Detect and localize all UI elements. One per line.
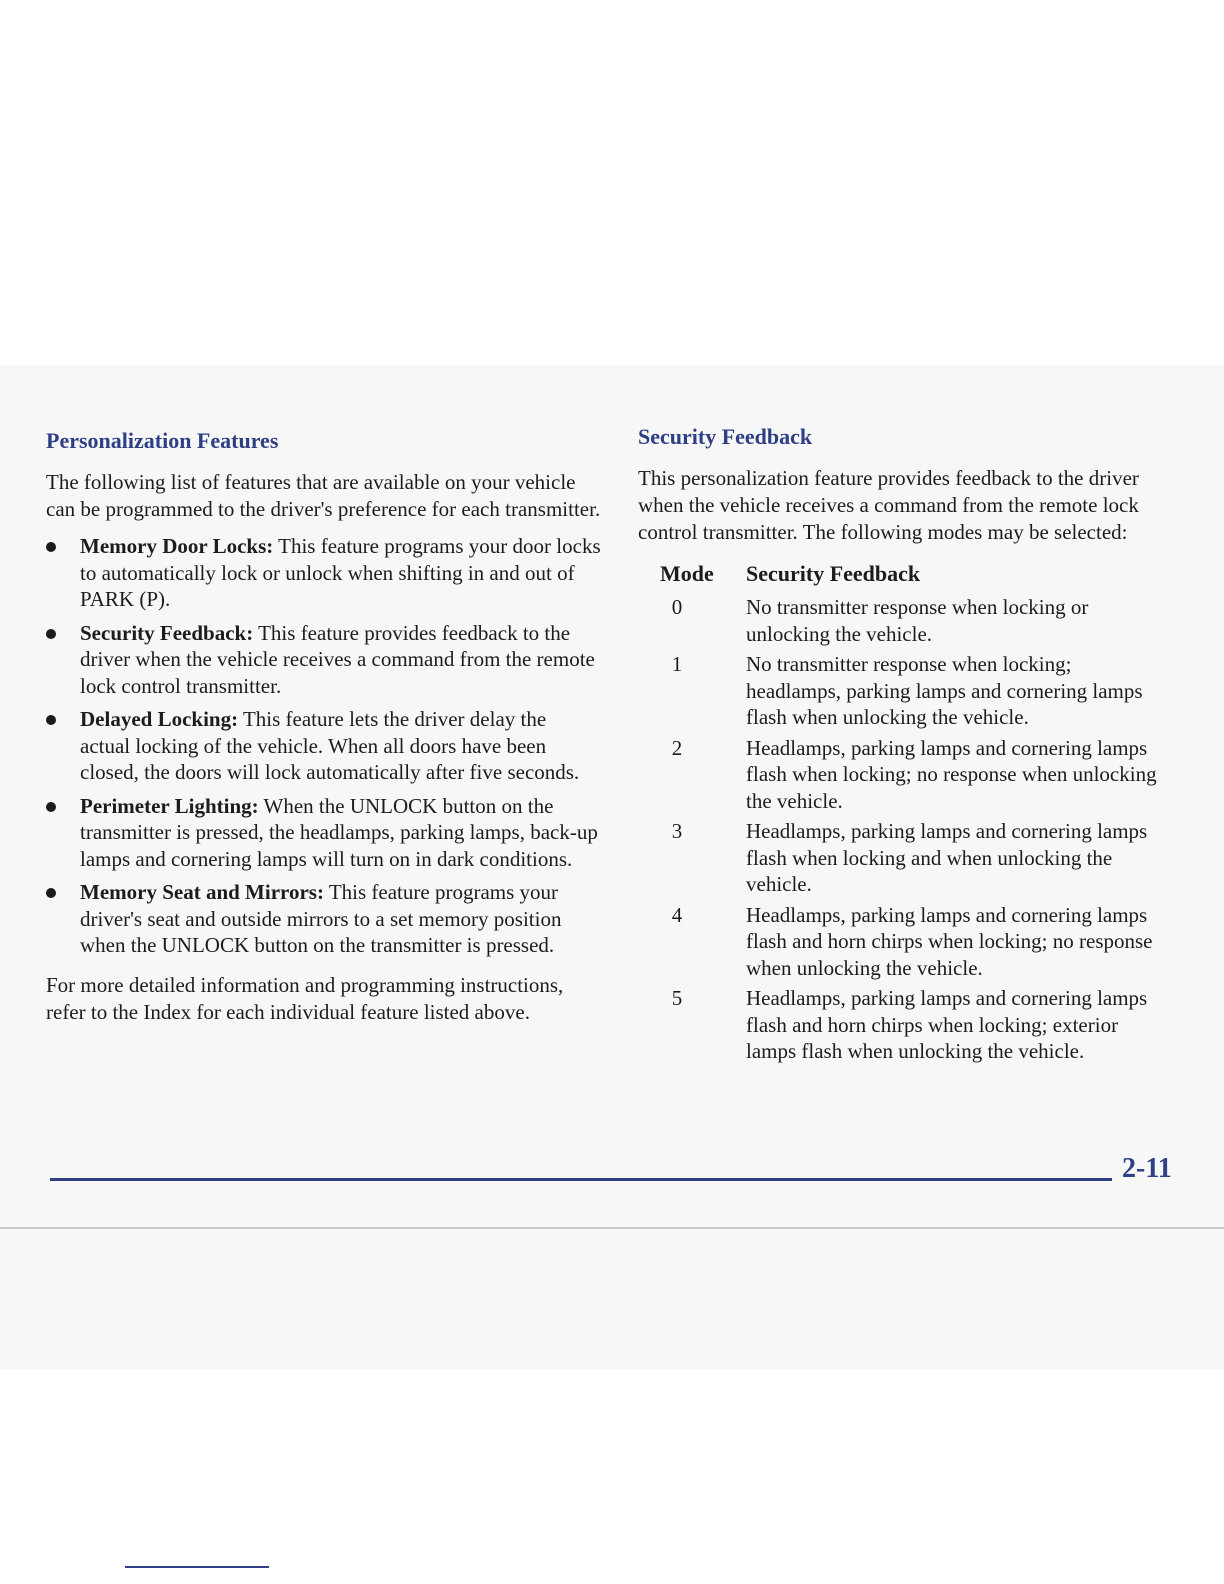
feature-text: This feature provides feedback to the driver when the vehicle receives a command from the remote lock control transmitter. xyxy=(80,620,595,698)
feature-item-perimeter-lighting xyxy=(46,793,601,873)
mode-description: No transmitter response when locking; headlamps, parking lamps and cornering lamps flash when unlocking the vehicle. xyxy=(746,652,1143,729)
table-row xyxy=(638,818,1168,898)
mode-number: 3 xyxy=(671,819,683,843)
mode-number: 0 xyxy=(671,595,683,619)
table-row xyxy=(638,651,1168,731)
bullet-icon xyxy=(46,715,56,725)
feature-text: When the UNLOCK button on the transmitter is pressed, the headlamps, parking lamps, back-up lamps and cornering lamps will turn on in dark conditions. xyxy=(80,793,598,871)
feature-text: This feature programs your driver's seat and outside mirrors to a set memory position when the UNLOCK button on the transmitter is pressed. xyxy=(80,880,562,957)
table-row xyxy=(638,902,1168,982)
table-header xyxy=(638,560,1168,588)
mode-number: 2 xyxy=(671,735,683,760)
mode-description: Headlamps, parking lamps and cornering lamps flash and horn chirps when locking; no response when unlocking the vehicle. xyxy=(746,902,1153,980)
bottom-link-underline xyxy=(125,1566,269,1568)
security-feedback-section xyxy=(638,424,1168,1069)
scan-edge-line xyxy=(0,1227,1224,1229)
feature-item-memory-door-locks xyxy=(46,533,601,613)
header-mode: Mode xyxy=(660,561,714,586)
section-heading: Personalization Features xyxy=(46,428,279,453)
bullet-icon xyxy=(46,542,56,552)
bullet-icon xyxy=(46,629,56,639)
mode-description: No transmitter response when locking or unlocking the vehicle. xyxy=(746,595,1089,646)
mode-number: 1 xyxy=(671,652,683,676)
bullet-icon xyxy=(46,888,56,898)
page-number: 2-11 xyxy=(1122,1153,1172,1184)
intro-paragraph: The following list of features that are available on your vehicle can be programmed to the driver's preference for each transmitter. xyxy=(46,470,601,521)
mode-number: 4 xyxy=(671,902,683,927)
mode-description: Headlamps, parking lamps and cornering lamps flash when locking; no response when unlocking the vehicle. xyxy=(746,735,1157,813)
personalization-features-section xyxy=(46,428,601,1026)
feature-item-delayed-locking xyxy=(46,706,601,786)
table-row xyxy=(638,594,1168,647)
footer-rule xyxy=(50,1178,1112,1181)
section-heading: Security Feedback xyxy=(638,424,813,449)
feature-list xyxy=(46,533,601,959)
table-row xyxy=(638,985,1168,1065)
feature-item-memory-seat-mirrors xyxy=(46,879,601,959)
table-row xyxy=(638,735,1168,815)
feature-term: Delayed Locking: xyxy=(80,707,239,731)
mode-description: Headlamps, parking lamps and cornering lamps flash when locking and when unlocking the vehicle. xyxy=(746,819,1148,896)
mode-number: 5 xyxy=(671,986,683,1010)
mode-table xyxy=(638,560,1168,1065)
feature-item-security-feedback xyxy=(46,620,601,700)
outro-paragraph: For more detailed information and programming instructions, refer to the Index for each individual feature listed above. xyxy=(46,972,564,1024)
header-security-feedback: Security Feedback xyxy=(746,561,921,586)
feature-term: Memory Door Locks: xyxy=(80,534,274,558)
feature-text: This feature lets the driver delay the actual locking of the vehicle. When all doors have been closed, the doors will lock automatically after five seconds. xyxy=(80,707,580,784)
mode-description: Headlamps, parking lamps and cornering lamps flash and horn chirps when locking; exterior lamps flash when unlocking the vehicle. xyxy=(746,986,1148,1063)
feature-term: Security Feedback: xyxy=(80,620,254,645)
bullet-icon xyxy=(46,802,56,812)
feature-text: This feature programs your door locks to automatically lock or unlock when shifting in and out of PARK (P). xyxy=(80,534,601,611)
intro-paragraph: This personalization feature provides feedback to the driver when the vehicle receives a command from the remote lock control transmitter. The following modes may be selected: xyxy=(638,466,1139,544)
feature-term: Perimeter Lighting: xyxy=(80,793,259,818)
feature-term: Memory Seat and Mirrors: xyxy=(80,880,324,904)
